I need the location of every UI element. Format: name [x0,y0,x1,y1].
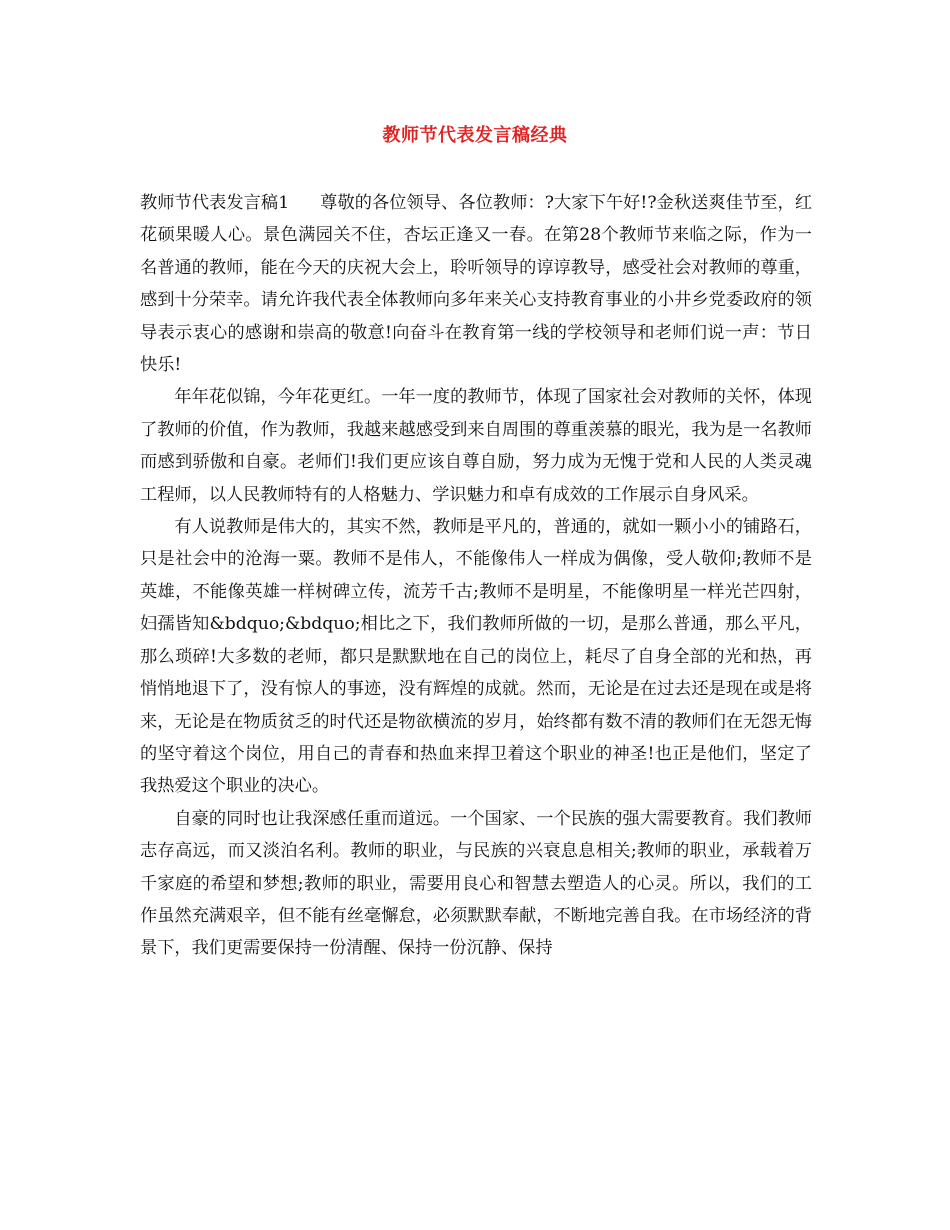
speech-heading: 教师节代表发言稿1 [140,193,290,213]
paragraph-4: 自豪的同时也让我深感任重而道远。一个国家、一个民族的强大需要教育。我们教师志存高远，而又淡泊名利。教师的职业，与民族的兴衰息息相关;教师的职业，承载着万千家庭的希望和梦想;教师的职业，需要用良心和智慧去塑造人的心灵。所以，我们的工作虽然充满艰辛，但不能有丝毫懈怠，必须默默奉献，不断地完善自我。在市场经济的背景下，我们更需要保持一份清醒、保持一份沉静、保持 [140,808,812,959]
paragraph-3: 有人说教师是伟大的，其实不然，教师是平凡的，普通的，就如一颗小小的铺路石，只是社会中的沧海一粟。教师不是伟人，不能像伟人一样成为偶像，受人敬仰;教师不是英雄，不能像英雄一样树碑立传，流芳千古;教师不是明星，不能像明星一样光芒四射，妇孺皆知&bdquo;&bdquo;相比之下，我们教师所做的一切，是那么普通，那么平凡，那么琐碎!大多数的老师，都只是默默地在自己的岗位上，耗尽了自身全部的光和热，再悄悄地退下了，没有惊人的事迹，没有辉煌的成就。然而，无论是在过去还是现在或是将来，无论是在物质贫乏的时代还是物欲横流的岁月，始终都有数不清的教师们在无怨无悔的坚守着这个岗位，用自己的青春和热血来捍卫着这个职业的神圣!也正是他们，坚定了我热爱这个职业的决心。 [140,517,812,797]
document-body [140,187,812,965]
paragraph-2: 年年花似锦，今年花更红。一年一度的教师节，体现了国家社会对教师的关怀，体现了教师的价值，作为教师，我越来越感受到来自周围的尊重羡慕的眼光，我为是一名教师而感到骄傲和自豪。老师们!我们更应该自尊自励，努力成为无愧于党和人民的人类灵魂工程师，以人民教师特有的人格魅力、学识魅力和卓有成效的工作展示自身风采。 [140,387,812,505]
document-title: 教师节代表发言稿经典 [382,125,568,146]
paragraph-1 [140,187,812,381]
paragraph-text: 尊敬的各位领导、各位教师：?大家下午好!?金秋送爽佳节至，红花硕果暖人心。景色满园关不住，杏坛正逢又一春。在第28个教师节来临之际，作为一名普通的教师，能在今天的庆祝大会上，聆听领导的谆谆教导，感受社会对教师的尊重，感到十分荣幸。请允许我代表全体教师向多年来关心支持教育事业的小井乡党委政府的领导表示衷心的感谢和崇高的敬意!向奋斗在教育第一线的学校领导和老师们说一声：节日快乐! [140,193,813,376]
